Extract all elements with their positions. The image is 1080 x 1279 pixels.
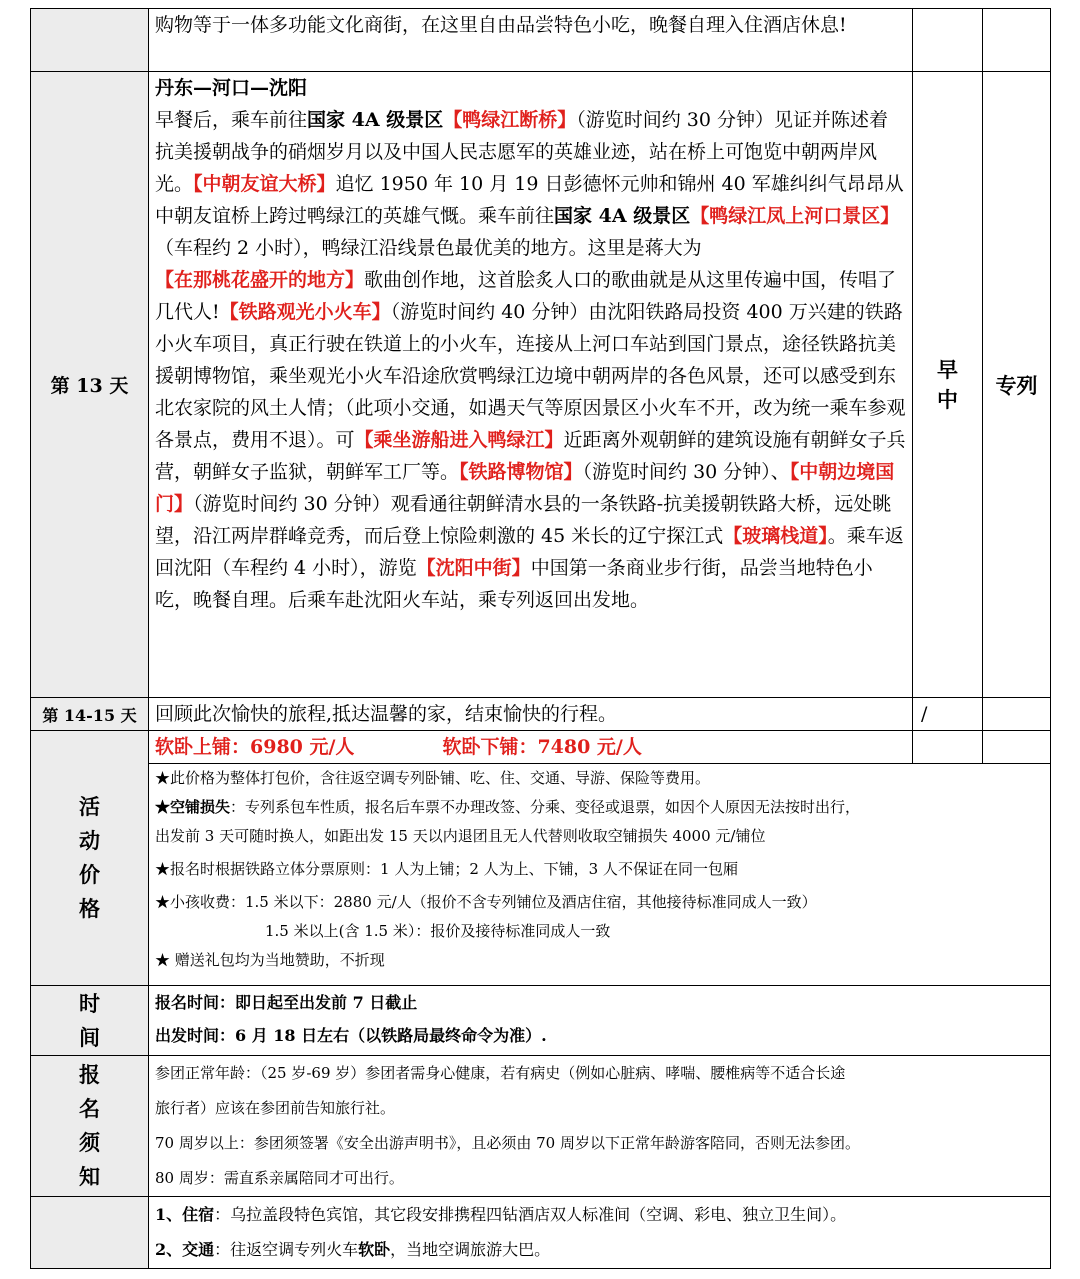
itinerary-table	[30, 8, 1051, 1269]
day14-label: 第 14-15 天	[31, 698, 149, 731]
description-text: 追忆 1950 年 10 月 19 日彭德怀元帅和锦州 40 军雄纠纠气昂昂从中朝友谊桥上跨过鸭绿江的英雄气慨。乘车前往	[155, 173, 904, 227]
day13-transport: 专列	[983, 72, 1051, 698]
table-row-price-details	[31, 764, 1051, 986]
day14-note-empty	[983, 698, 1051, 731]
scenic-grade: 国家 4A 级景区	[307, 109, 444, 131]
price-details	[149, 764, 1051, 986]
notice-line: 80 周岁：需直系亲属陪同才可出行。	[155, 1169, 404, 1187]
price-note-empty	[983, 731, 1051, 764]
price-line: ★小孩收费：1.5 米以下：2880 元/人（报价不含专列铺位及酒店住宿，其他接待标准同成人一致）	[155, 893, 817, 911]
notice-line: 70 周岁以上：参团须签署《安全出游声明书》，且必须由 70 周岁以下正常年龄游客陪同，否则无法参团。	[155, 1134, 860, 1152]
time-details	[149, 986, 1051, 1056]
day13-description	[155, 104, 906, 616]
time-label	[31, 986, 149, 1056]
note-cell-empty	[983, 9, 1051, 72]
highlight-attraction: 【沈阳中街】	[416, 557, 531, 579]
highlight-attraction: 【在那桃花盛开的地方】	[155, 269, 365, 291]
price-label-char: 价	[79, 862, 100, 887]
description-text: （车程约 2 小时），鸭绿江沿线景色最优美的地方。这里是蒋大为	[155, 237, 702, 259]
time-label-char: 间	[79, 1024, 100, 1050]
description-text: 近距离外观朝鲜的建筑设施有朝鲜女子兵营，朝鲜女子监狱，朝鲜军工厂等。	[155, 429, 906, 483]
description-text: （游览时间约 30 分钟）见证并陈述着抗美援朝战争的硝烟岁月以及中国人民志愿军的英雄业迹，站在桥上可饱览中朝两岸风光。	[155, 109, 888, 195]
price-line: ★此价格为整体打包价，含往返空调专列卧铺、吃、住、交通、导游、保险等费用。	[155, 769, 711, 787]
meal-breakfast: 早	[937, 356, 958, 382]
price-line: 1.5 米以上(含 1.5 米）：报价及接待标准同成人一致	[265, 922, 611, 940]
service-hotel-label: 1、住宿	[155, 1205, 215, 1224]
table-row-time	[31, 986, 1051, 1056]
highlight-attraction: 【中朝友谊大桥】	[193, 173, 336, 195]
price-label-char: 动	[79, 828, 100, 853]
description-text: （游览时间约 30 分钟）观看通往朝鲜清水县的一条铁路-抗美援朝铁路大桥，远处眺望，沿江两岸群峰竞秀，而后登上惊险刺激的 45 米长的辽宁探江式	[155, 493, 892, 547]
highlight-attraction: 【中朝边境国门】	[155, 461, 895, 515]
service-transport	[155, 1232, 1044, 1267]
scenic-grade: 国家 4A 级景区	[554, 205, 691, 227]
price-meal-empty	[913, 731, 983, 764]
price-line-loss	[155, 793, 1044, 822]
notice-label	[31, 1056, 149, 1197]
notice-line: 参团正常年龄：（25 岁-69 岁）参团者需身心健康，若有病史（例如心脏病、哮喘、腰椎病等不适合长途	[155, 1064, 846, 1082]
price-line: 出发前 3 天可随时换人，如距出发 15 天以内退团且无人代替则收取空铺损失 4000 元/铺位	[155, 827, 766, 845]
price-lower-berth: 软卧下铺：7480 元/人	[442, 736, 642, 758]
price-label	[31, 731, 149, 986]
register-time: 报名时间：即日起至出发前 7 日截止	[155, 993, 418, 1012]
description-text: 。乘车返回沈阳（车程约 4 小时），游览	[155, 525, 904, 579]
price-label-char: 格	[79, 896, 100, 921]
notice-details	[149, 1056, 1051, 1197]
prev-day-text: 购物等于一体多功能文化商街，在这里自由品尝特色小吃，晚餐自理入住酒店休息!	[149, 9, 913, 72]
description-text: 歌曲创作地，这首脍炙人口的歌曲就是从这里传遍中国，传唱了几代人!	[155, 269, 897, 323]
service-transport-text-b: ，当地空调旅游大巴。	[390, 1240, 551, 1259]
day13-route-title: 丹东—河口—沈阳	[155, 77, 308, 99]
highlight-attraction: 【鸭绿江断桥】	[443, 109, 577, 131]
service-hotel-text: ：乌拉盖段特色宾馆，其它段安排携程四钻酒店双人标准间（空调、彩电、独立卫生间）。	[214, 1205, 847, 1224]
price-upper-berth: 软卧上铺：6980 元/人	[155, 736, 355, 758]
notice-line: 旅行者）应该在参团前告知旅行社。	[155, 1099, 396, 1117]
description-text: （游览时间约 30 分钟）、	[582, 461, 790, 483]
service-transport-label: 2、交通	[155, 1240, 215, 1259]
highlight-attraction: 【乘坐游船进入鸭绿江】	[354, 429, 564, 451]
notice-label-char: 名	[79, 1096, 100, 1121]
notice-label-char: 须	[79, 1130, 100, 1155]
notice-label-char: 报	[79, 1062, 100, 1087]
service-label-empty	[31, 1197, 149, 1269]
table-row-day14	[31, 698, 1051, 731]
highlight-attraction: 【铁路观光小火车】	[219, 301, 391, 323]
table-row-day13	[31, 72, 1051, 698]
label-cell-empty	[31, 9, 149, 72]
description-text: 中国第一条商业步行街，品尝当地特色小吃，晚餐自理。后乘车赴沈阳火车站，乘专列返回出发地。	[155, 557, 873, 611]
meal-cell-empty	[913, 9, 983, 72]
highlight-attraction: 【铁路博物馆】	[459, 461, 583, 483]
day13-label: 第 13 天	[31, 72, 149, 698]
service-transport-bold: 软卧	[358, 1240, 391, 1259]
day13-content	[149, 72, 913, 698]
highlight-attraction: 【鸭绿江凤上河口景区】	[690, 205, 900, 227]
price-summary	[149, 731, 913, 764]
price-label-char: 活	[79, 794, 100, 819]
day14-text: 回顾此次愉快的旅程,抵达温馨的家，结束愉快的行程。	[149, 698, 913, 731]
table-row-service	[31, 1197, 1051, 1269]
table-row-prev	[31, 9, 1051, 72]
table-row-price-header	[31, 731, 1051, 764]
meal-lunch: 中	[937, 386, 958, 412]
table-row-notice	[31, 1056, 1051, 1197]
description-text: 早餐后，乘车前往	[155, 109, 308, 131]
depart-time: 出发时间：6 月 18 日左右（以铁路局最终命令为准）.	[155, 1026, 547, 1045]
service-transport-text-a: ：往返空调专列火车	[214, 1240, 359, 1259]
notice-label-char: 知	[79, 1164, 100, 1189]
day14-meal: /	[913, 698, 983, 731]
highlight-attraction: 【玻璃栈道】	[723, 525, 828, 547]
description-text: （游览时间约 40 分钟）由沈阳铁路局投资 400 万兴建的铁路小火车项目，真正行驶在铁道上的小火车，连接从上河口车站到国门景点，途径铁路抗美援朝博物馆，乘坐观光小火车沿途欣赏鸭绿江边境中朝两岸的各色风景，还可以感受到东北农家院的风土人情；（此项小交通，如遇天气等原因景区小火车不开，改为统一乘车参观各景点，费用不退）。可	[155, 301, 906, 451]
service-details	[149, 1197, 1051, 1269]
price-line: ★报名时根据铁路立体分票原则：1 人为上铺；2 人为上、下铺，3 人不保证在同一包厢	[155, 860, 738, 878]
loss-text: ：专列系包车性质，报名后车票不办理改签、分乘、变径或退票，如因个人原因无法按时出行，	[230, 798, 861, 816]
day13-meals	[913, 72, 983, 698]
time-label-char: 时	[79, 990, 100, 1016]
service-hotel	[155, 1197, 1044, 1232]
price-line: ★ 赠送礼包均为当地赞助，不折现	[155, 951, 385, 969]
loss-label: ★空铺损失	[155, 798, 231, 816]
